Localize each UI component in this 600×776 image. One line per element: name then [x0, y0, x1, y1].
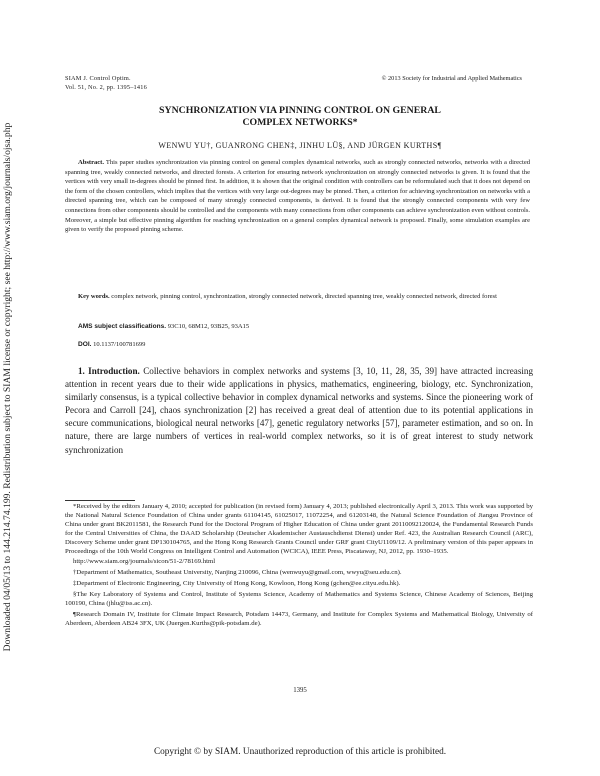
- ams-text: 93C10, 68M12, 93B25, 93A15: [167, 323, 250, 330]
- ams-classifications: [78, 322, 249, 332]
- header-copyright: © 2013 Society for Industrial and Applied Mathematics: [381, 75, 522, 82]
- footnote-affiliation-yu: †Department of Mathematics, Southeast University, Nanjing 210096, China (wenwuyu@gmail.com, wwyu@seu.edu.cn).: [73, 569, 402, 577]
- journal-header: [65, 75, 147, 92]
- footnote-affiliation-chen: ‡Department of Electronic Engineering, City University of Hong Kong, Kowloon, Hong Kong (gchen@ee.cityu.edu.hk).: [73, 580, 401, 588]
- introduction-section: [65, 365, 533, 457]
- keywords: [65, 292, 530, 302]
- author-list: WENWU YU†, GUANRONG CHEN‡, JINHU LÜ§, AND JÜRGEN KURTHS¶: [158, 141, 442, 150]
- keywords-text: complex network, pinning control, synchronization, strongly connected network, directed spanning tree, weakly connected network, directed forest: [111, 293, 497, 300]
- footnotes: [65, 503, 533, 631]
- download-stamp: Downloaded 04/05/13 to 144.214.74.199. Redistribution subject to SIAM license or copyright; see http://www.siam.org/journals/ojsa.php: [2, 122, 13, 652]
- footnote-rule: [65, 500, 135, 501]
- introduction-text: Collective behaviors in complex networks and systems [3, 10, 11, 28, 35, 39] have attracted increasing attention in recent years due to their wide applications in physics, mathematics, engineering, biology, etc. Synchronization, similarly consensus, is a typical collective behavior in complex dynamical networks and systems. Since the pioneering work of Pecora and Carroll [24], chaos synchronization [2] has received a great deal of attention due to its potential applications in secure communications, biological neural networks [47], genetic regulatory networks [57], parameter estimation, and so on. In nature, there are large numbers of vertices in real-world complex networks, so it is of great interest to study network synchronization: [65, 366, 534, 455]
- section-heading: 1. Introduction.: [78, 366, 140, 376]
- footer-copyright: Copyright © by SIAM. Unauthorized reproduction of this article is prohibited.: [153, 747, 447, 757]
- title-line-1: SYNCHRONIZATION VIA PINNING CONTROL ON GENERAL: [159, 105, 441, 116]
- title-line-2: COMPLEX NETWORKS*: [242, 117, 358, 128]
- footnote-url[interactable]: http://www.siam.org/journals/sicon/51-2/78169.html: [73, 558, 216, 566]
- abstract-label: Abstract.: [78, 159, 104, 166]
- journal-volume: Vol. 51, No. 2, pp. 1395–1416: [65, 83, 147, 91]
- doi: [78, 340, 145, 350]
- ams-label: AMS subject classifications.: [78, 323, 167, 330]
- doi-text[interactable]: 10.1137/100781699: [93, 341, 146, 348]
- footnote-affiliation-lu: §The Key Laboratory of Systems and Control, Institute of Systems Science, Academy of Mathematics and Systems Science, Chinese Academy of Sciences, Beijing 100190, China (jhlu@iss.ac.cn).: [65, 591, 533, 608]
- page-number: 1395: [293, 687, 307, 694]
- keywords-label: Key words.: [78, 293, 110, 300]
- journal-name: SIAM J. Control Optim.: [65, 75, 131, 82]
- abstract: [65, 158, 530, 235]
- abstract-text: This paper studies synchronization via pinning control on general complex dynamical networks, such as strongly connected networks, networks with a directed spanning tree, weakly connected networks, and directed forests. A criterion for ensuring network synchronization on strongly connected networks is given. It is found that the vertices with very small in-degrees should be pinned first. In addition, it is shown that the original condition with controllers can be reformulated such that it does not depend on the form of the chosen controllers, which implies that the vertices with very large out-degrees may be pinned. Then, a criterion for achieving synchronization on networks with a directed spanning tree, which can be composed of many strongly connected components, is derived. It is found that the strongly connected components with very few connections from other components should be controlled and the components with many connections from other components can achieve synchronization even without controls. Moreover, a simple but effective pinning algorithm for reaching synchronization on a general complex dynamical network is proposed. Finally, some simulation examples are given to verify the proposed pinning scheme.: [65, 159, 530, 234]
- footnote-received: *Received by the editors January 4, 2010; accepted for publication (in revised form) January 4, 2013; published electronically April 3, 2013. This work was supported by the National Natural Science Foundation of China under grants 61104145, 61025017, 11072254, and 61203148, the Natural Science Foundation of Jiangsu Province of China under grant BK2011581, the Research Fund for the Doctoral Program of Higher Education of China under grant 20110092120024, the Fundamental Research Funds for the Central Universities of China, the DAAD Scholarship (Deutscher Akademischer Austauschdienst Dienst) under Ref. 423, the Australian Research Council (ARC), Discovery Scheme under grant DP130104765, and the Hong Kong Research Grants Council under GRF grant CityU1109/12. A preliminary version of this paper appears in Proceedings of the 10th World Congress on Intelligent Control and Automation (WCICA), IEEE Press, Piscataway, NJ, 2012, pp. 1930–1935.: [65, 503, 533, 555]
- paper-title: [65, 105, 535, 129]
- doi-label: DOI.: [78, 341, 92, 348]
- footnote-affiliation-kurths: ¶Research Domain IV, Institute for Climate Impact Research, Potsdam 14473, Germany, and Institute for Complex Systems and Mathematical Biology, University of Aberdeen, Aberdeen AB24 3FX, UK (Juergen.Kurths@pik-potsdam.de).: [65, 610, 533, 627]
